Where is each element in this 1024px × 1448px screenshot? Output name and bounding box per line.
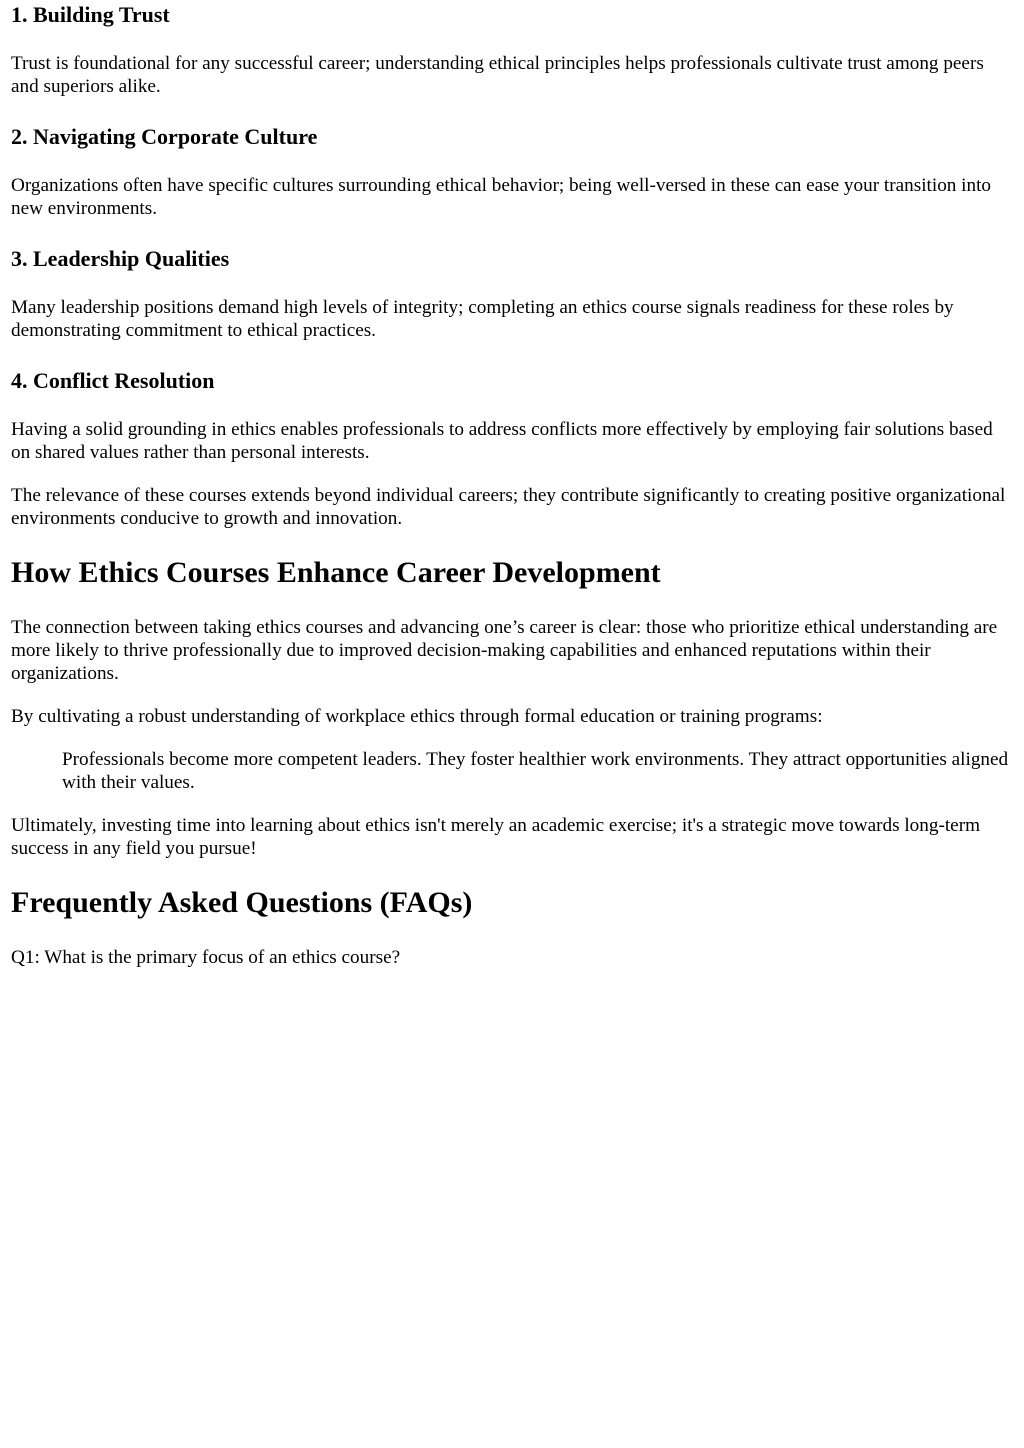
- section-heading-building-trust: 1. Building Trust: [11, 2, 170, 27]
- section-body-corporate-culture: Organizations often have specific cultures surrounding ethical behavior; being well-versed in these can ease your transition into new environments.: [11, 175, 992, 219]
- career-benefits-quote: Professionals become more competent leaders. They foster healthier work environments. They attract opportunities aligned with their values.: [62, 749, 1009, 793]
- career-development-heading: How Ethics Courses Enhance Career Development: [11, 556, 661, 589]
- article-content: [0, 2, 1024, 969]
- faq-question-1: Q1: What is the primary focus of an ethics course?: [11, 947, 401, 968]
- relevance-paragraph: The relevance of these courses extends beyond individual careers; they contribute significantly to creating positive organizational environments conducive to growth and innovation.: [11, 485, 1006, 529]
- section-heading-leadership-qualities: 3. Leadership Qualities: [11, 246, 230, 271]
- section-body-conflict-resolution: Having a solid grounding in ethics enables professionals to address conflicts more effectively by employing fair solutions based on shared values rather than personal interests.: [11, 419, 993, 463]
- career-lead-in-paragraph: By cultivating a robust understanding of workplace ethics through formal education or training programs:: [11, 706, 823, 727]
- career-conclusion-paragraph: Ultimately, investing time into learning about ethics isn't merely an academic exercise; it's a strategic move towards long-term success in any field you pursue!: [11, 815, 981, 859]
- faq-heading: Frequently Asked Questions (FAQs): [11, 886, 473, 919]
- section-body-leadership-qualities: Many leadership positions demand high levels of integrity; completing an ethics course signals readiness for these roles by demonstrating commitment to ethical practices.: [11, 297, 954, 341]
- section-body-building-trust: Trust is foundational for any successful career; understanding ethical principles helps professionals cultivate trust among peers and superiors alike.: [11, 53, 984, 97]
- career-intro-paragraph: The connection between taking ethics courses and advancing one’s career is clear: those who prioritize ethical understanding are more likely to thrive professionally due to improved decision-making capabilities and enhanced reputations within their organizations.: [11, 617, 998, 684]
- section-heading-corporate-culture: 2. Navigating Corporate Culture: [11, 124, 318, 149]
- section-heading-conflict-resolution: 4. Conflict Resolution: [11, 368, 215, 393]
